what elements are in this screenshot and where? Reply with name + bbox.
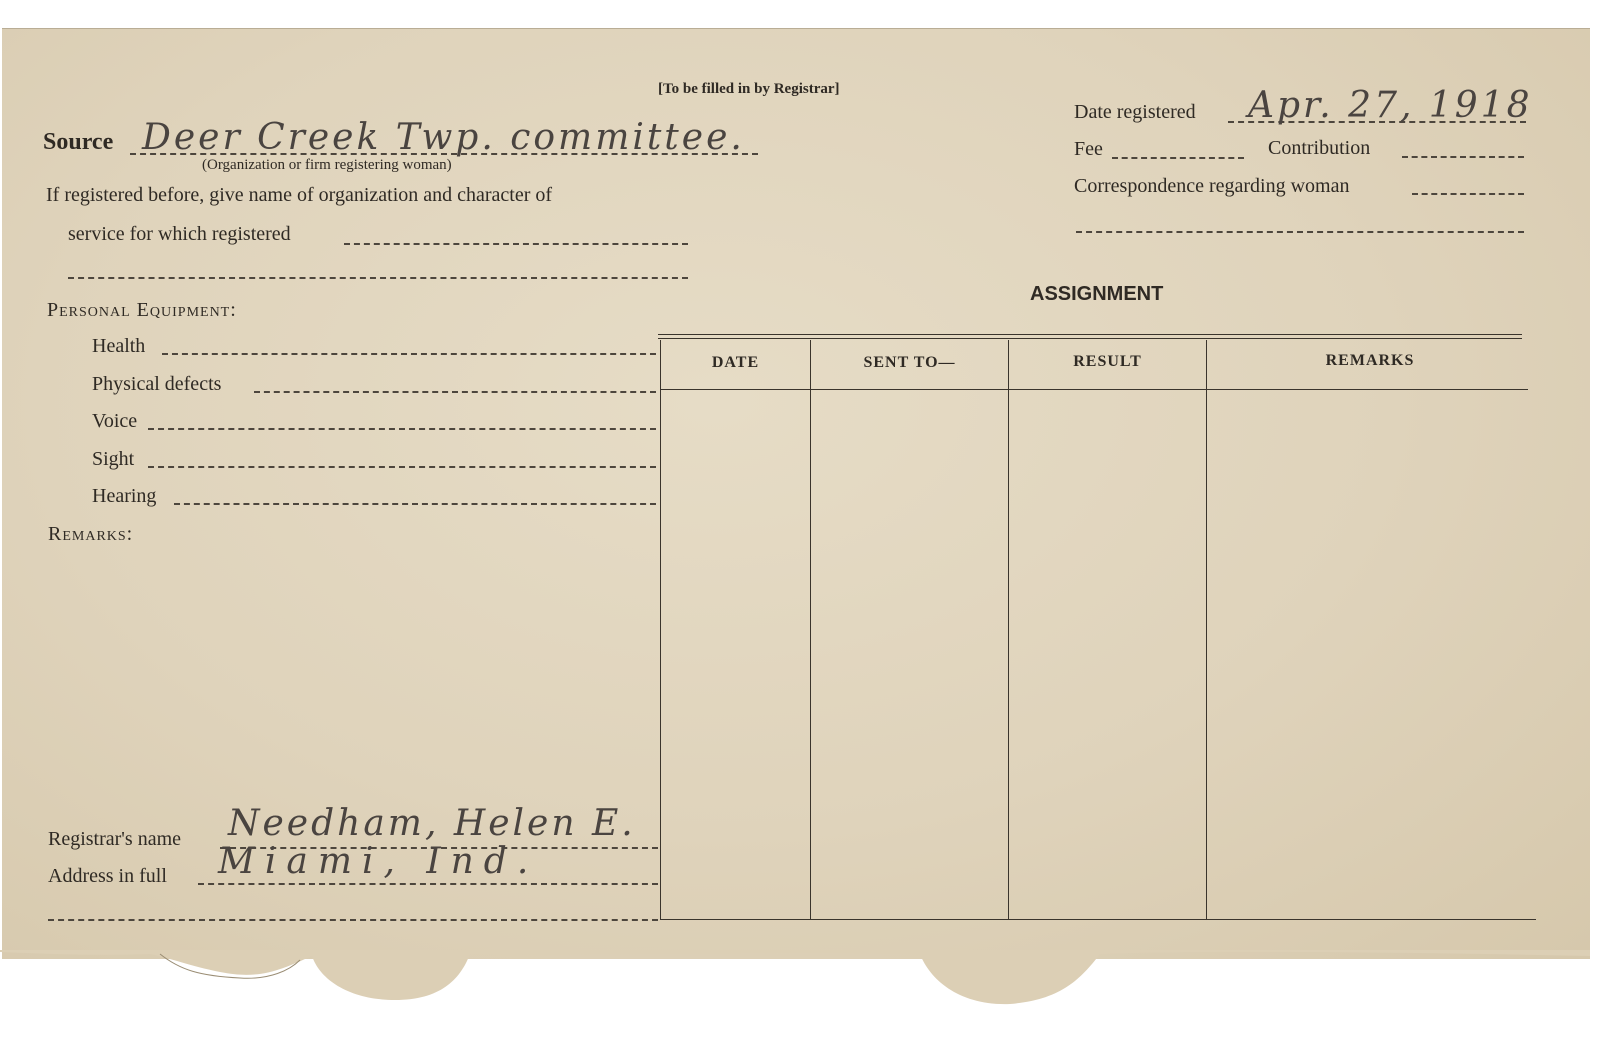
assignment-bottom-rule [660,919,1536,920]
health-underline [162,353,656,355]
physical-defects-label: Physical defects [92,373,222,395]
bottom-underline [48,919,658,921]
assignment-col-line-2 [1008,340,1009,920]
correspondence-underline-2 [1076,231,1524,233]
torn-edge [0,950,1621,1048]
fee-label: Fee [1074,138,1103,160]
assignment-header-rule [660,389,1528,390]
hearing-label: Hearing [92,485,157,507]
assignment-top-rule-2 [658,338,1522,339]
remarks-label: Remarks: [48,523,134,545]
voice-underline [148,428,656,430]
registration-card [2,28,1590,959]
previous-registration-line2: service for which registered [68,223,291,245]
col-header-date: DATE [711,354,760,371]
sight-underline [148,466,656,468]
previous-registration-line1: If registered before, give name of organization and character of [46,184,553,206]
assignment-col-line-3 [1206,340,1207,920]
source-value: Deer Creek Twp. committee. [142,117,745,158]
col-header-sent-to: SENT TO— [863,354,956,371]
registrar-name-value: Needham, Helen E. [228,803,636,844]
assignment-col-line-1 [810,340,811,920]
voice-label: Voice [92,410,138,432]
contribution-underline [1402,156,1524,158]
registrar-note: [To be filled in by Registrar] [658,81,840,97]
health-label: Health [92,335,146,357]
correspondence-label: Correspondence regarding woman [1074,175,1350,197]
contribution-label: Contribution [1268,137,1371,159]
col-header-remarks: REMARKS [1325,352,1415,369]
fee-underline [1112,157,1244,159]
correspondence-underline [1412,193,1524,195]
assignment-col-line-0 [660,340,661,920]
address-label: Address in full [48,865,167,887]
personal-equipment-title: Personal Equipment: [47,299,237,321]
source-caption: (Organization or firm registering woman) [202,157,452,173]
address-underline [198,883,658,885]
previous-registration-underline-2 [68,277,688,279]
hearing-underline [174,503,656,505]
physical-defects-underline [254,391,656,393]
previous-registration-underline [344,243,688,245]
registrar-name-label: Registrar's name [48,828,182,850]
assignment-top-rule [658,334,1522,335]
sight-label: Sight [92,448,135,470]
date-registered-value: Apr. 27, 1918 [1248,85,1533,126]
address-value: Miami, Ind. [218,841,539,882]
source-label: Source [43,129,114,155]
col-header-result: RESULT [1073,353,1142,370]
date-registered-label: Date registered [1074,101,1196,123]
assignment-title: ASSIGNMENT [1030,283,1164,305]
